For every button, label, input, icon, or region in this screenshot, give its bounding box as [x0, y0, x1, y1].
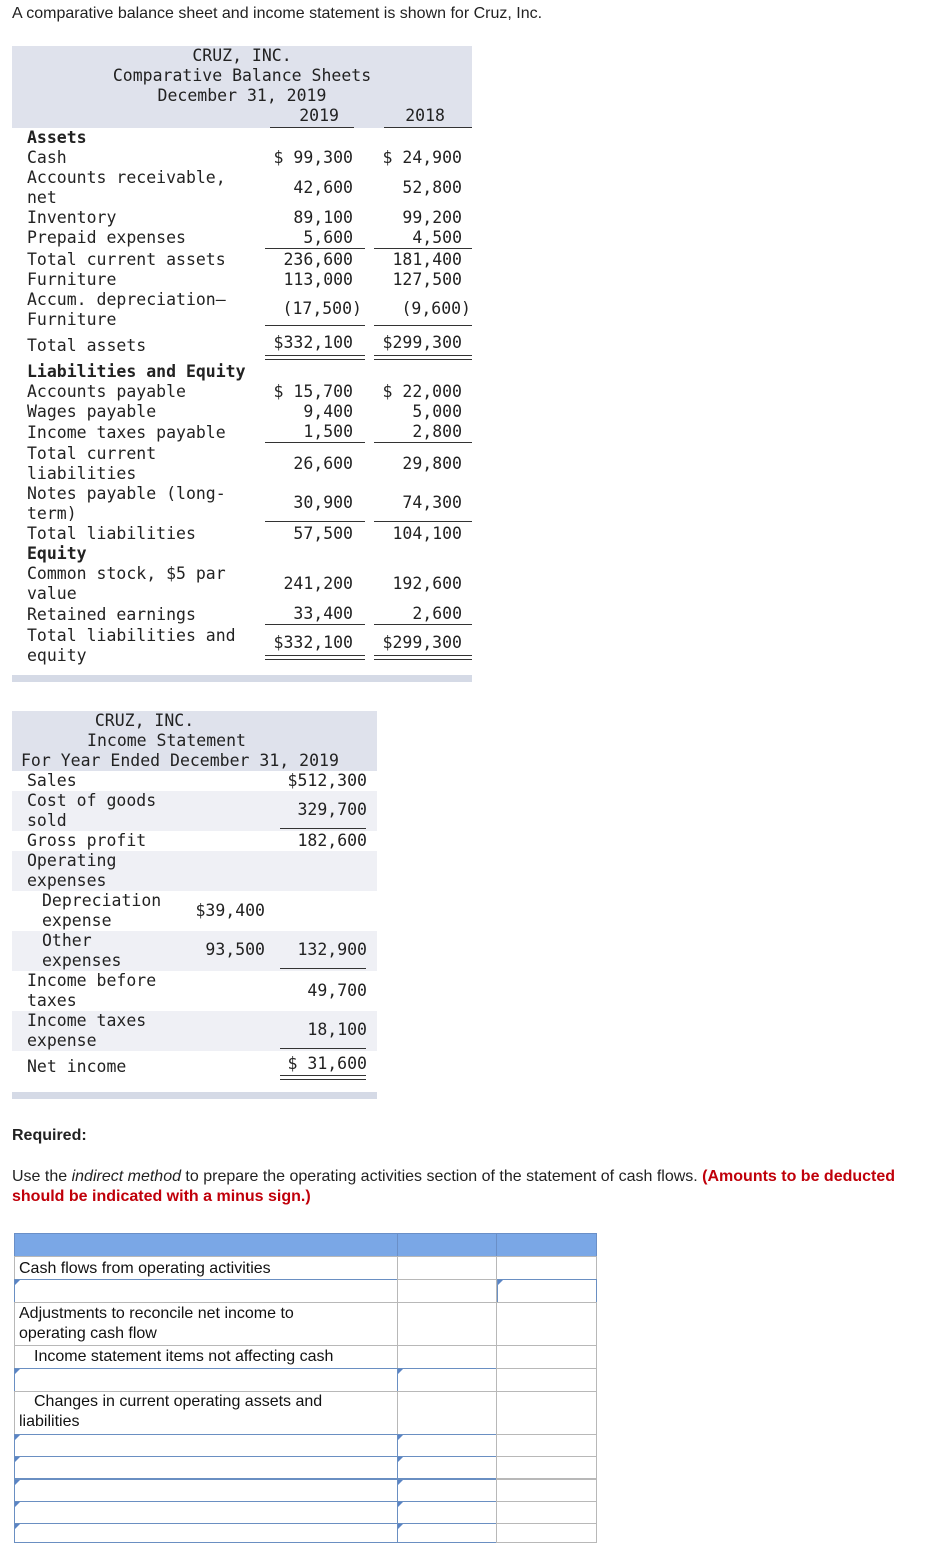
- income-statement: [12, 711, 377, 1101]
- cash-2018: $ 24,900: [382, 148, 462, 167]
- ws-input-change-4-label[interactable]: [14, 1501, 398, 1524]
- accum-2019: (17,500): [282, 299, 362, 318]
- accum-label-1: Accum. depreciation—: [27, 290, 226, 309]
- ws-input-change-2-amount[interactable]: [397, 1456, 497, 1479]
- tcl-label-2: liabilities: [27, 464, 137, 483]
- is-period: For Year Ended December 31, 2019: [21, 751, 339, 770]
- ws-input-change-3-amount[interactable]: [397, 1479, 497, 1502]
- cogs-label-1: Cost of goods: [27, 791, 157, 810]
- ws-input-isi-amount[interactable]: [397, 1368, 497, 1392]
- bs-title: Comparative Balance Sheets: [112, 66, 372, 85]
- tl-2018: 104,100: [392, 524, 462, 543]
- wages-label: Wages payable: [27, 402, 157, 421]
- balance-sheet: [12, 46, 472, 682]
- total-assets-2019: $332,100: [273, 333, 353, 352]
- cash-2019: $ 99,300: [273, 148, 353, 167]
- opex-total: 132,900: [297, 940, 367, 959]
- prepaid-2019: 5,600: [303, 228, 353, 247]
- opex-label-2: expenses: [27, 871, 107, 890]
- gross-label: Gross profit: [27, 831, 147, 850]
- ibt-label-1: Income before: [27, 971, 157, 990]
- ap-2018: $ 22,000: [382, 382, 462, 401]
- total-assets-2018: $299,300: [382, 333, 462, 352]
- accum-label-2: Furniture: [27, 310, 117, 329]
- re-label: Retained earnings: [27, 605, 196, 624]
- required-heading: Required:: [12, 1127, 87, 1144]
- ite-label-2: expense: [27, 1031, 97, 1050]
- ws-row-adj-label-2: operating cash flow: [19, 1325, 157, 1342]
- le-heading: Liabilities and Equity: [27, 362, 246, 381]
- cs-label-1: Common stock, $5 par: [27, 564, 226, 583]
- ar-2018: 52,800: [402, 178, 462, 197]
- tcl-2019: 26,600: [293, 454, 353, 473]
- ar-label-2: net: [27, 188, 57, 207]
- ws-input-change-1-label[interactable]: [14, 1434, 398, 1457]
- equity-heading: Equity: [27, 544, 87, 563]
- ws-row-chg-label-1: Changes in current operating assets and: [34, 1393, 323, 1410]
- furniture-label: Furniture: [27, 270, 117, 289]
- ws-input-change-5-amount[interactable]: [397, 1523, 497, 1543]
- inventory-2019: 89,100: [293, 208, 353, 227]
- itp-2018: 2,800: [412, 422, 462, 441]
- ws-row-adj-label-1: Adjustments to reconcile net income to: [19, 1305, 294, 1322]
- ite-value: 18,100: [307, 1020, 367, 1039]
- gross-value: 182,600: [297, 831, 367, 850]
- cs-label-2: value: [27, 584, 77, 603]
- re-2018: 2,600: [412, 604, 462, 623]
- total-assets-label: Total assets: [27, 336, 147, 355]
- opex-label-1: Operating: [27, 851, 117, 870]
- ws-input-change-3-label[interactable]: [14, 1479, 398, 1502]
- prepaid-2018: 4,500: [412, 228, 462, 247]
- ws-input-change-4-amount[interactable]: [397, 1501, 497, 1524]
- accum-2018: (9,600): [401, 299, 471, 318]
- tle-label-1: Total liabilities and: [27, 626, 236, 645]
- bs-company: CRUZ, INC.: [192, 46, 292, 65]
- tle-2018: $299,300: [382, 633, 462, 652]
- ws-header-col-2: [397, 1233, 497, 1257]
- net-label: Net income: [27, 1057, 127, 1076]
- bs-col-2018: 2018: [405, 106, 445, 125]
- other-label-2: expenses: [42, 951, 122, 970]
- inventory-label: Inventory: [27, 208, 117, 227]
- tca-2018: 181,400: [392, 250, 462, 269]
- wages-2019: 9,400: [303, 402, 353, 421]
- sales-label: Sales: [27, 771, 77, 790]
- ap-label: Accounts payable: [27, 382, 186, 401]
- dep-value: $39,400: [195, 901, 265, 920]
- ar-2019: 42,600: [293, 178, 353, 197]
- intro-text: A comparative balance sheet and income statement is shown for Cruz, Inc.: [12, 5, 543, 22]
- notes-label-2: term): [27, 504, 77, 523]
- bs-bottom-bar: [12, 675, 472, 682]
- ibt-value: 49,700: [307, 981, 367, 1000]
- sales-value: $512,300: [287, 771, 367, 790]
- furniture-2019: 113,000: [283, 270, 353, 289]
- inventory-2018: 99,200: [402, 208, 462, 227]
- tcl-2018: 29,800: [402, 454, 462, 473]
- ws-input-change-1-amount[interactable]: [397, 1434, 497, 1457]
- ar-label-1: Accounts receivable,: [27, 168, 226, 187]
- ap-2019: $ 15,700: [273, 382, 353, 401]
- ws-header-col-1: [14, 1233, 398, 1257]
- cs-2018: 192,600: [392, 574, 462, 593]
- ws-row-chg-label-2: liabilities: [19, 1413, 80, 1430]
- notes-label-1: Notes payable (long-: [27, 484, 226, 503]
- instr-red: (Amounts to be deducted should be indicated with a minus sign.): [12, 1168, 896, 1205]
- tle-2019: $332,100: [273, 633, 353, 652]
- tca-label: Total current assets: [27, 250, 226, 269]
- ws-input-isi-label[interactable]: [14, 1368, 398, 1392]
- cash-flow-worksheet: [14, 1233, 597, 1543]
- is-bottom-bar: [12, 1092, 377, 1099]
- other-value: 93,500: [205, 940, 265, 959]
- furniture-2018: 127,500: [392, 270, 462, 289]
- cogs-label-2: sold: [27, 811, 67, 830]
- wages-2018: 5,000: [412, 402, 462, 421]
- instr-em: indirect method: [71, 1168, 181, 1185]
- ws-input-net-income-label[interactable]: [14, 1279, 398, 1303]
- ws-row-isi-label: Income statement items not affecting cash: [34, 1348, 334, 1365]
- ws-input-net-income-amount[interactable]: [497, 1279, 597, 1303]
- re-2019: 33,400: [293, 604, 353, 623]
- itp-2019: 1,500: [303, 422, 353, 441]
- tl-2019: 57,500: [293, 524, 353, 543]
- itp-label: Income taxes payable: [27, 423, 226, 442]
- cs-2019: 241,200: [283, 574, 353, 593]
- dep-label-2: expense: [42, 911, 112, 930]
- ws-input-change-5-label[interactable]: [14, 1523, 398, 1543]
- cogs-value: 329,700: [297, 800, 367, 819]
- ws-header-col-3: [496, 1233, 597, 1257]
- bs-col-2019: 2019: [299, 106, 339, 125]
- prepaid-label: Prepaid expenses: [27, 228, 186, 247]
- cash-label: Cash: [27, 148, 67, 167]
- tl-label: Total liabilities: [27, 524, 196, 543]
- is-title: Income Statement: [87, 731, 246, 750]
- is-company: CRUZ, INC.: [94, 711, 195, 730]
- bs-date: December 31, 2019: [157, 86, 327, 105]
- instr-a: Use the: [12, 1168, 72, 1185]
- tle-label-2: equity: [27, 646, 87, 665]
- notes-2018: 74,300: [402, 493, 462, 512]
- ws-row-cfo-label: Cash flows from operating activities: [19, 1260, 271, 1277]
- ibt-label-2: taxes: [27, 991, 77, 1010]
- instructions: [12, 1167, 917, 1207]
- tca-2019: 236,600: [283, 250, 353, 269]
- tcl-label-1: Total current: [27, 444, 157, 463]
- net-value: $ 31,600: [287, 1054, 367, 1073]
- ite-label-1: Income taxes: [27, 1011, 147, 1030]
- ws-input-change-2-label[interactable]: [14, 1456, 398, 1479]
- assets-heading: Assets: [27, 128, 87, 147]
- dep-label-1: Depreciation: [42, 891, 162, 910]
- other-label-1: Other: [42, 931, 92, 950]
- notes-2019: 30,900: [293, 493, 353, 512]
- instr-b: to prepare the operating activities section of the statement of cash flows.: [180, 1168, 703, 1185]
